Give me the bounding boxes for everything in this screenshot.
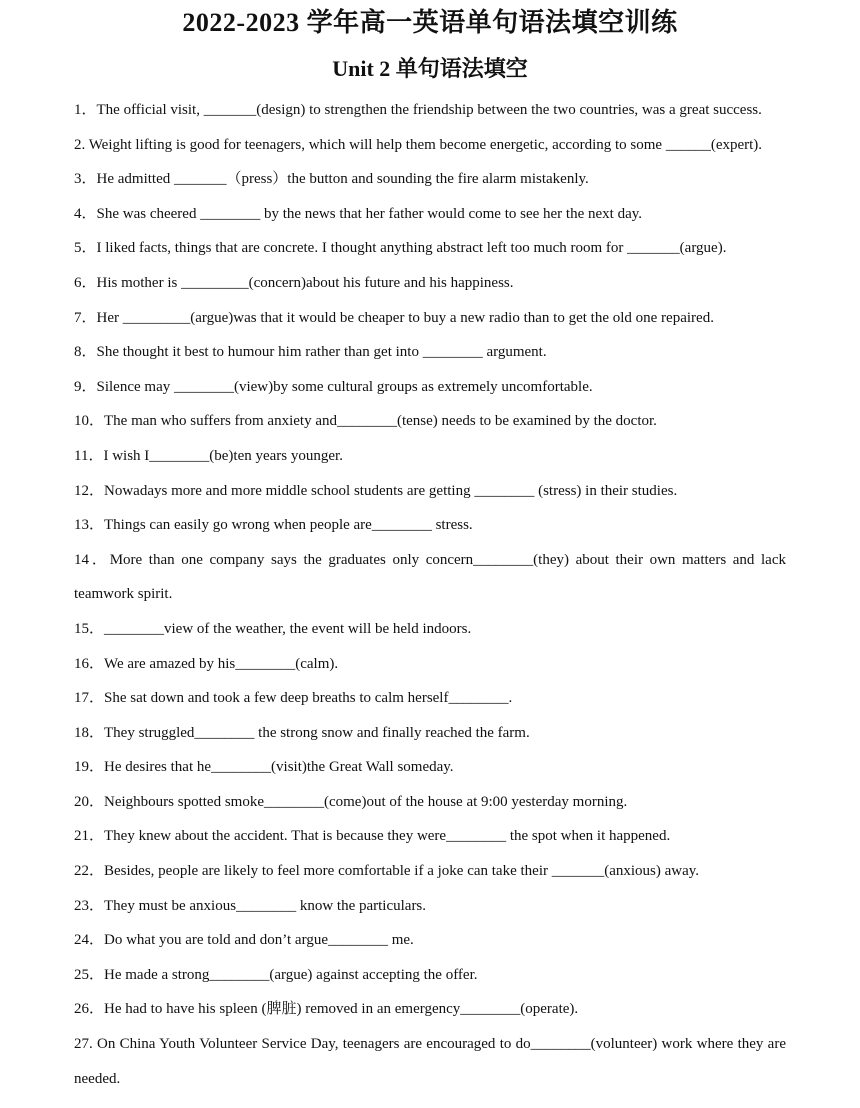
question-item: 24．Do what you are told and don’t argue________ me.: [74, 932, 414, 949]
question-item: 22．Besides, people are likely to feel more comfortable if a joke can take their _______(anxious) away.: [74, 863, 700, 880]
page-title: 2022-2023 学年高一英语单句语法填空训练: [182, 8, 678, 37]
question-item: 14．More than one company says the graduates only concern________(they) about their own matters and lack teamwork spirit.: [74, 551, 786, 603]
question-item: 26．He had to have his spleen (脾脏) removed in an emergency________(operate).: [74, 1001, 579, 1018]
question-item: 9．Silence may ________(view)by some cultural groups as extremely uncomfortable.: [74, 378, 593, 395]
question-item: 8．She thought it best to humour him rather than get into ________ argument.: [74, 344, 547, 361]
question-item: 1．The official visit, _______(design) to strengthen the friendship between the two countries, was a great success.: [74, 102, 762, 118]
question-item: 4．She was cheered ________ by the news that her father would come to see her the next day.: [74, 205, 643, 222]
question-item: 7．Her _________(argue)was that it would be cheaper to buy a new radio than to get the old one repaired.: [74, 309, 714, 326]
question-item: 12．Nowadays more and more middle school students are getting ________ (stress) in their studies.: [74, 482, 678, 499]
question-list: [74, 93, 786, 1096]
question-item: 15．________view of the weather, the event will be held indoors.: [74, 620, 472, 637]
question-item: 3．He admitted _______（press）the button and sounding the fire alarm mistakenly.: [74, 171, 589, 188]
question-item: 11．I wish I________(be)ten years younger.: [74, 447, 343, 464]
question-item: 20．Neighbours spotted smoke________(come)out of the house at 9:00 yesterday morning.: [74, 793, 628, 810]
question-item: 2. Weight lifting is good for teenagers, which will help them become energetic, according to some ______(expert).: [74, 136, 763, 153]
page-subtitle: Unit 2 单句语法填空: [332, 56, 528, 81]
question-item: 25．He made a strong________(argue) against accepting the offer.: [74, 966, 478, 983]
question-item: 13．Things can easily go wrong when people are________ stress.: [74, 517, 473, 534]
question-item: 10．The man who suffers from anxiety and________(tense) needs to be examined by the doctor.: [74, 413, 657, 430]
question-item: 17．She sat down and took a few deep breaths to calm herself________.: [74, 690, 513, 707]
question-item: 18．They struggled________ the strong snow and finally reached the farm.: [74, 724, 530, 741]
question-item: 21．They knew about the accident. That is because they were________ the spot when it happened.: [74, 828, 671, 845]
question-item: 6．His mother is _________(concern)about his future and his happiness.: [74, 274, 514, 291]
question-item: 27. On China Youth Volunteer Service Day, teenagers are encouraged to do________(volunteer) work where they are needed.: [74, 1036, 786, 1087]
question-item: 16．We are amazed by his________(calm).: [74, 655, 339, 672]
question-item: 19．He desires that he________(visit)the Great Wall someday.: [74, 759, 454, 776]
question-item: 5．I liked facts, things that are concrete. I thought anything abstract left too much room for _______(argue).: [74, 240, 727, 257]
question-item: 23．They must be anxious________ know the particulars.: [74, 897, 427, 914]
